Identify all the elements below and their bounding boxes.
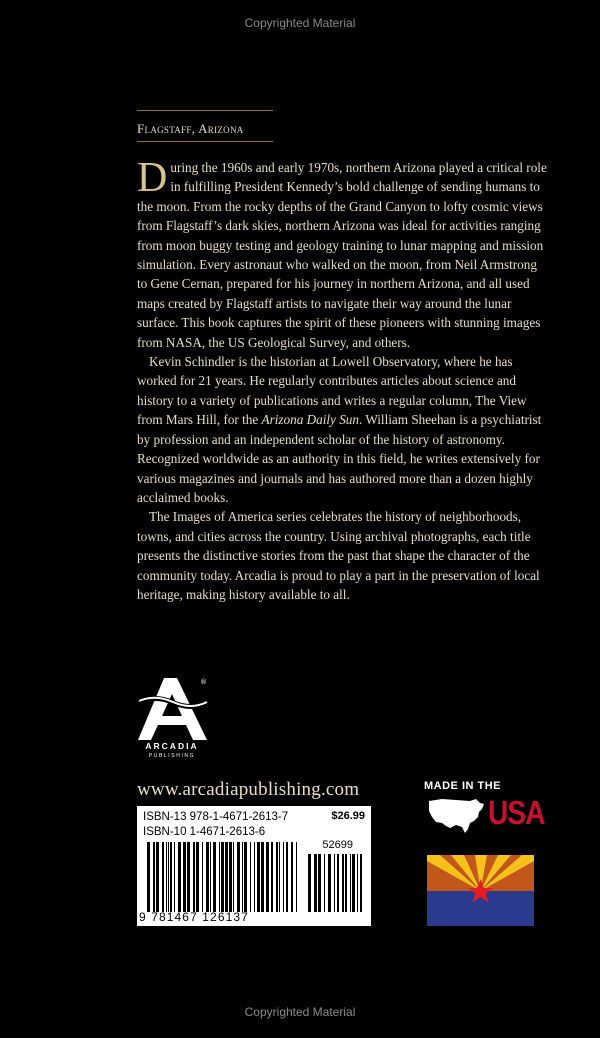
barcode-bar <box>286 842 288 912</box>
barcode-bar <box>296 842 297 912</box>
barcode-bar <box>193 842 195 912</box>
barcode-bar <box>314 854 317 912</box>
arizona-flag-icon <box>427 855 534 926</box>
barcode-bar <box>244 842 247 912</box>
barcode-bar <box>337 854 339 912</box>
barcode-bar <box>196 842 199 912</box>
barcode-bar <box>219 842 220 912</box>
price: $26.99 <box>331 810 365 822</box>
book-description <box>137 155 547 604</box>
barcode-bar <box>328 854 331 912</box>
barcode-bar <box>279 842 280 912</box>
isbn-10: ISBN-10 1-4671-2613-6 <box>143 826 266 838</box>
usa-label: USA <box>488 794 545 831</box>
newspaper-title: Arizona Daily Sun <box>261 412 359 428</box>
divider-top <box>137 110 273 111</box>
publisher-name: ARCADIA <box>145 741 199 751</box>
barcode-bar <box>345 854 347 912</box>
barcode-bar <box>168 842 169 912</box>
isbn-13: ISBN-13 978-1-4671-2613-7 <box>143 811 289 823</box>
barcode-bar <box>318 854 321 912</box>
barcode-bar <box>233 842 234 912</box>
barcode-bar <box>170 842 172 912</box>
ean-barcode <box>147 842 297 912</box>
barcode-bar <box>261 842 264 912</box>
barcode-bar <box>350 854 351 912</box>
barcode-bar <box>153 842 155 912</box>
barcode-bar <box>202 842 203 912</box>
barcode-bar <box>257 842 260 912</box>
barcode-bar <box>334 854 335 912</box>
usa-map-icon <box>426 795 488 835</box>
barcode-bar <box>213 842 216 912</box>
barcode-bar <box>237 842 240 912</box>
barcode-bar <box>183 842 186 912</box>
description-paragraph-3: The Images of America series celebrates the history of neighborhoods, towns, and cities across the country. Using archival photographs, each title presents the distinctive stories from the past that shape the character of the community today. Arcadia is proud to play a part in the preservation of local heritage, making history available to all. <box>137 509 540 602</box>
description-paragraph-1: During the 1960s and early 1970s, northern Arizona played a critical role in fulfilling President Kennedy’s bold challenge of sending humans to the moon. From the rocky depths of the Grand Canyon to lofty cosmic views from Flagstaff’s dark skies, northern Arizona was ideal for activities ranging from moon buggy testing and geology training to lunar mapping and mission simulation. Every astronaut who walked on the moon, from Neil Armstrong to Gene Cernan, prepared for his journey in northern Arizona, and all used maps created by Flagstaff artists to navigate their way around the lunar surface. This book captures the spirit of these pioneers with stunning images from NASA, the US Geological Survey, and others. <box>137 155 547 350</box>
barcode-bar <box>178 842 181 912</box>
barcode-bar <box>210 842 211 912</box>
barcode-bar <box>291 842 293 912</box>
description-paragraph-2: Kevin Schindler is the historian at Lowell Observatory, where he has worked for 21 years. He regularly contributes articles about science and history to a variety of publications and writes a regular column, The View from Mars Hill, for the Arizona Daily Sun. William Sheehan is a psychiatrist by profession and an independent scholar of the history of astronomy. Recognized worldwide as an authority in this field, he writes extensively for various magazines and journals and has authored more than a dozen highly acclaimed books. <box>137 354 542 505</box>
barcode-bar <box>342 854 344 912</box>
barcode-bar <box>147 842 150 912</box>
barcode-bar <box>221 842 224 912</box>
barcode-bar <box>308 854 311 912</box>
barcode-bar <box>225 842 228 912</box>
copyright-watermark-top: Copyrighted Material <box>244 16 356 30</box>
barcode-bar <box>206 842 209 912</box>
location-heading: Flagstaff, Arizona <box>137 121 244 136</box>
copyright-watermark-bottom: Copyrighted Material <box>244 1005 356 1019</box>
made-in-label: MADE IN THE <box>424 780 501 792</box>
barcode-bar <box>162 842 164 912</box>
price-barcode <box>308 854 364 912</box>
barcode-bar <box>283 842 284 912</box>
barcode-bar <box>242 842 243 912</box>
barcode-bar <box>324 854 325 912</box>
barcode-bar <box>360 854 362 912</box>
divider-bottom <box>137 141 273 142</box>
barcode-label <box>137 806 371 926</box>
barcode-bar <box>156 842 159 912</box>
publisher-url[interactable]: www.arcadiapublishing.com <box>137 779 360 800</box>
barcode-bar <box>357 854 358 912</box>
barcode-bar <box>254 842 255 912</box>
barcode-bar <box>187 842 190 912</box>
barcode-bar <box>276 842 278 912</box>
price-code: 52699 <box>322 839 353 851</box>
barcode-bar <box>229 842 232 912</box>
barcode-bar <box>174 842 175 912</box>
drop-cap: D <box>137 155 168 201</box>
barcode-bar <box>266 842 269 912</box>
barcode-bar <box>166 842 167 912</box>
barcode-bar <box>271 842 273 912</box>
barcode-bar <box>250 842 251 912</box>
publisher-sub: PUBLISHING <box>148 753 196 759</box>
barcode-digits: 9 781467 126137 <box>139 910 249 924</box>
barcode-bar <box>352 854 355 912</box>
registered-mark: ® <box>200 678 207 686</box>
